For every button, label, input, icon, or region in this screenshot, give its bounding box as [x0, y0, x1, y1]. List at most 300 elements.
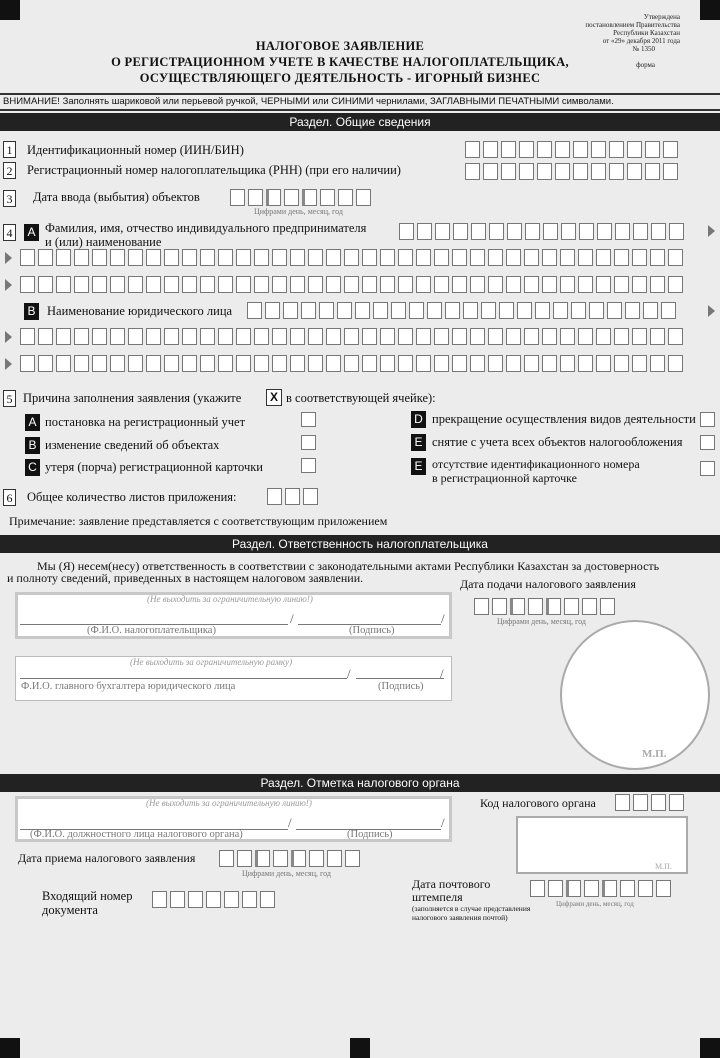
char-cell[interactable]	[254, 328, 269, 345]
char-cell[interactable]	[546, 598, 561, 615]
char-cell[interactable]	[20, 355, 35, 372]
char-cell[interactable]	[542, 249, 557, 266]
date-hint: Цифрами день, месяц, год	[254, 207, 343, 216]
char-cell[interactable]	[92, 328, 107, 345]
char-cell[interactable]	[488, 355, 503, 372]
char-cell[interactable]	[668, 328, 683, 345]
separator-slash: /	[347, 666, 351, 681]
char-cell[interactable]	[164, 276, 179, 293]
char-cell[interactable]	[74, 328, 89, 345]
char-cell[interactable]	[248, 189, 263, 206]
char-cell[interactable]	[452, 249, 467, 266]
char-cell[interactable]	[128, 249, 143, 266]
char-cell[interactable]	[326, 249, 341, 266]
char-cell[interactable]	[242, 891, 257, 908]
corner-mark	[0, 1038, 20, 1058]
char-cell[interactable]	[337, 302, 352, 319]
char-cell[interactable]	[380, 249, 395, 266]
char-cell[interactable]	[391, 302, 406, 319]
char-cell[interactable]	[470, 355, 485, 372]
char-cell[interactable]	[591, 141, 606, 158]
char-cell[interactable]	[266, 189, 281, 206]
char-cell[interactable]	[218, 276, 233, 293]
char-cell[interactable]	[524, 328, 539, 345]
char-cell[interactable]	[452, 276, 467, 293]
char-cell[interactable]	[206, 891, 221, 908]
char-cell[interactable]	[668, 276, 683, 293]
char-cell[interactable]	[398, 355, 413, 372]
char-cell[interactable]	[506, 355, 521, 372]
char-cell[interactable]	[188, 891, 203, 908]
char-cell[interactable]	[530, 880, 545, 897]
char-cell[interactable]	[110, 249, 125, 266]
section-responsibility-header: Раздел. Ответственность налогоплательщика	[0, 535, 720, 553]
char-cell[interactable]	[146, 276, 161, 293]
postal-date-input[interactable]	[530, 880, 671, 897]
char-cell[interactable]	[488, 328, 503, 345]
char-cell[interactable]	[56, 249, 71, 266]
char-cell[interactable]	[632, 276, 647, 293]
char-cell[interactable]	[320, 189, 335, 206]
char-cell[interactable]	[614, 249, 629, 266]
char-cell[interactable]	[38, 276, 53, 293]
reason-label: прекращение осуществления видов деятельности	[432, 412, 696, 426]
char-cell[interactable]	[427, 302, 442, 319]
char-cell[interactable]	[267, 488, 282, 505]
reason-label: постановка на регистрационный учет	[45, 415, 246, 429]
char-cell[interactable]	[128, 355, 143, 372]
char-cell[interactable]	[560, 276, 575, 293]
char-cell[interactable]	[182, 276, 197, 293]
char-cell[interactable]	[596, 249, 611, 266]
char-cell[interactable]	[519, 163, 534, 180]
char-cell[interactable]	[434, 355, 449, 372]
char-cell[interactable]	[645, 141, 660, 158]
submit-date-input[interactable]	[474, 598, 615, 615]
char-cell[interactable]	[237, 850, 252, 867]
char-cell[interactable]	[661, 302, 676, 319]
char-cell[interactable]	[651, 794, 666, 811]
char-cell[interactable]	[584, 880, 599, 897]
char-cell[interactable]	[326, 355, 341, 372]
char-cell[interactable]	[501, 141, 516, 158]
char-cell[interactable]	[200, 249, 215, 266]
char-cell[interactable]	[362, 355, 377, 372]
char-cell[interactable]	[643, 302, 658, 319]
char-cell[interactable]	[200, 276, 215, 293]
char-cell[interactable]	[663, 163, 678, 180]
char-cell[interactable]	[290, 355, 305, 372]
char-cell[interactable]	[74, 276, 89, 293]
char-cell[interactable]	[488, 276, 503, 293]
char-cell[interactable]	[92, 249, 107, 266]
char-cell[interactable]	[362, 249, 377, 266]
char-cell[interactable]	[519, 141, 534, 158]
char-cell[interactable]	[272, 276, 287, 293]
char-cell[interactable]	[260, 891, 275, 908]
char-cell[interactable]	[409, 302, 424, 319]
char-cell[interactable]	[338, 189, 353, 206]
char-cell[interactable]	[488, 249, 503, 266]
char-cell[interactable]	[200, 328, 215, 345]
char-cell[interactable]	[254, 276, 269, 293]
char-cell[interactable]	[669, 794, 684, 811]
char-cell[interactable]	[110, 328, 125, 345]
char-cell[interactable]	[633, 223, 648, 240]
char-cell[interactable]	[614, 328, 629, 345]
char-cell[interactable]	[633, 794, 648, 811]
char-cell[interactable]	[110, 355, 125, 372]
char-cell[interactable]	[265, 302, 280, 319]
char-cell[interactable]	[553, 302, 568, 319]
char-cell[interactable]	[416, 328, 431, 345]
tax-authority-code-input[interactable]	[615, 794, 684, 811]
char-cell[interactable]	[362, 276, 377, 293]
char-cell[interactable]	[537, 141, 552, 158]
char-cell[interactable]	[656, 880, 671, 897]
char-cell[interactable]	[645, 163, 660, 180]
char-cell[interactable]	[398, 249, 413, 266]
char-cell[interactable]	[146, 328, 161, 345]
char-cell[interactable]	[452, 355, 467, 372]
char-cell[interactable]	[218, 328, 233, 345]
char-cell[interactable]	[283, 302, 298, 319]
section-tax-authority-header: Раздел. Отметка налогового органа	[0, 774, 720, 792]
legal-name-input-2[interactable]	[20, 328, 683, 345]
char-cell[interactable]	[272, 328, 287, 345]
char-cell[interactable]	[615, 223, 630, 240]
char-cell[interactable]	[362, 328, 377, 345]
char-cell[interactable]	[627, 163, 642, 180]
char-cell[interactable]	[548, 880, 563, 897]
char-cell[interactable]	[517, 302, 532, 319]
char-cell[interactable]	[483, 163, 498, 180]
char-cell[interactable]	[609, 163, 624, 180]
char-cell[interactable]	[380, 276, 395, 293]
char-cell[interactable]	[291, 850, 306, 867]
char-cell[interactable]	[632, 328, 647, 345]
char-cell[interactable]	[254, 249, 269, 266]
char-cell[interactable]	[524, 249, 539, 266]
char-cell[interactable]	[471, 223, 486, 240]
date-input[interactable]	[230, 189, 371, 206]
char-cell[interactable]	[224, 891, 239, 908]
char-cell[interactable]	[319, 302, 334, 319]
char-cell[interactable]	[596, 355, 611, 372]
char-cell[interactable]	[555, 163, 570, 180]
char-cell[interactable]	[573, 141, 588, 158]
char-cell[interactable]	[506, 276, 521, 293]
char-cell[interactable]	[219, 850, 234, 867]
char-cell[interactable]	[416, 249, 431, 266]
char-cell[interactable]	[92, 355, 107, 372]
incoming-number-input[interactable]	[152, 891, 275, 908]
char-cell[interactable]	[236, 276, 251, 293]
char-cell[interactable]	[566, 880, 581, 897]
char-cell[interactable]	[525, 223, 540, 240]
char-cell[interactable]	[146, 249, 161, 266]
char-cell[interactable]	[669, 223, 684, 240]
char-cell[interactable]	[615, 794, 630, 811]
individual-name-input-2[interactable]	[20, 249, 683, 266]
char-cell[interactable]	[308, 276, 323, 293]
char-cell[interactable]	[596, 276, 611, 293]
char-cell[interactable]	[452, 328, 467, 345]
char-cell[interactable]	[345, 850, 360, 867]
char-cell[interactable]	[355, 302, 370, 319]
char-cell[interactable]	[507, 223, 522, 240]
char-cell[interactable]	[510, 598, 525, 615]
char-cell[interactable]	[327, 850, 342, 867]
char-cell[interactable]	[600, 598, 615, 615]
char-cell[interactable]	[416, 276, 431, 293]
char-cell[interactable]	[182, 249, 197, 266]
char-cell[interactable]	[380, 328, 395, 345]
char-cell[interactable]	[326, 328, 341, 345]
individual-name-input-1[interactable]	[399, 223, 684, 240]
char-cell[interactable]	[564, 598, 579, 615]
char-cell[interactable]	[152, 891, 167, 908]
char-cell[interactable]	[146, 355, 161, 372]
char-cell[interactable]	[555, 141, 570, 158]
char-cell[interactable]	[489, 223, 504, 240]
char-cell[interactable]	[170, 891, 185, 908]
receipt-date-input[interactable]	[219, 850, 360, 867]
char-cell[interactable]	[607, 302, 622, 319]
char-cell[interactable]	[285, 488, 300, 505]
char-cell[interactable]	[609, 141, 624, 158]
char-cell[interactable]	[272, 355, 287, 372]
reason-e-checkbox[interactable]	[700, 435, 715, 450]
char-cell[interactable]	[638, 880, 653, 897]
char-cell[interactable]	[128, 276, 143, 293]
char-cell[interactable]	[290, 276, 305, 293]
char-cell[interactable]	[650, 328, 665, 345]
char-cell[interactable]	[465, 141, 480, 158]
char-cell[interactable]	[302, 189, 317, 206]
char-cell[interactable]	[284, 189, 299, 206]
char-cell[interactable]	[344, 249, 359, 266]
char-cell[interactable]	[236, 355, 251, 372]
char-cell[interactable]	[602, 880, 617, 897]
char-cell[interactable]	[373, 302, 388, 319]
char-cell[interactable]	[56, 276, 71, 293]
char-cell[interactable]	[571, 302, 586, 319]
reason-c-checkbox[interactable]	[301, 458, 316, 473]
char-cell[interactable]	[506, 249, 521, 266]
char-cell[interactable]	[344, 355, 359, 372]
char-cell[interactable]	[578, 249, 593, 266]
char-cell[interactable]	[56, 328, 71, 345]
char-cell[interactable]	[344, 276, 359, 293]
char-cell[interactable]	[344, 328, 359, 345]
reason-b-checkbox[interactable]	[301, 435, 316, 450]
char-cell[interactable]	[247, 302, 262, 319]
char-cell[interactable]	[164, 355, 179, 372]
char-cell[interactable]	[92, 276, 107, 293]
char-cell[interactable]	[650, 276, 665, 293]
name-line	[20, 678, 347, 679]
char-cell[interactable]	[481, 302, 496, 319]
char-cell[interactable]	[650, 249, 665, 266]
char-cell[interactable]	[356, 189, 371, 206]
char-cell[interactable]	[578, 328, 593, 345]
sheets-count-input[interactable]	[267, 488, 318, 505]
char-cell[interactable]	[578, 276, 593, 293]
title-line: НАЛОГОВОЕ ЗАЯВЛЕНИЕ	[255, 39, 425, 53]
char-cell[interactable]	[254, 355, 269, 372]
char-cell[interactable]	[614, 276, 629, 293]
char-cell[interactable]	[218, 249, 233, 266]
char-cell[interactable]	[290, 249, 305, 266]
char-cell[interactable]	[573, 163, 588, 180]
char-cell[interactable]	[38, 249, 53, 266]
char-cell[interactable]	[255, 850, 270, 867]
char-cell[interactable]	[273, 850, 288, 867]
char-cell[interactable]	[20, 249, 35, 266]
field-label-rnn: Регистрационный номер налогоплательщика (РНН) (при его наличии)	[27, 163, 401, 177]
char-cell[interactable]	[560, 355, 575, 372]
char-cell[interactable]	[38, 355, 53, 372]
iin-input[interactable]	[465, 141, 678, 158]
char-cell[interactable]	[627, 141, 642, 158]
char-cell[interactable]	[597, 223, 612, 240]
rnn-input[interactable]	[465, 163, 678, 180]
char-cell[interactable]	[398, 276, 413, 293]
char-cell[interactable]	[501, 163, 516, 180]
char-cell[interactable]	[582, 598, 597, 615]
char-cell[interactable]	[537, 163, 552, 180]
char-cell[interactable]	[308, 355, 323, 372]
char-cell[interactable]	[483, 141, 498, 158]
legal-name-input-3[interactable]	[20, 355, 683, 372]
individual-name-input-3[interactable]	[20, 276, 683, 293]
char-cell[interactable]	[435, 223, 450, 240]
char-cell[interactable]	[182, 355, 197, 372]
char-cell[interactable]	[578, 355, 593, 372]
char-cell[interactable]	[20, 276, 35, 293]
char-cell[interactable]	[560, 328, 575, 345]
char-cell[interactable]	[524, 355, 539, 372]
char-cell[interactable]	[272, 249, 287, 266]
char-cell[interactable]	[668, 249, 683, 266]
char-cell[interactable]	[398, 328, 413, 345]
char-cell[interactable]	[561, 223, 576, 240]
char-cell[interactable]	[453, 223, 468, 240]
char-cell[interactable]	[434, 249, 449, 266]
field-label-reason: Причина заполнения заявления (укажите	[23, 391, 242, 405]
char-cell[interactable]	[650, 355, 665, 372]
responsibility-statement-1: Мы (Я) несем(несу) ответственность в соответствии с законодательными актами Республики Казахстан за достоверность	[37, 559, 660, 573]
stamp-label: М.П.	[642, 748, 667, 760]
receipt-date-label: Дата приема налогового заявления	[18, 851, 196, 865]
reason-e2-checkbox[interactable]	[700, 461, 715, 476]
char-cell[interactable]	[290, 328, 305, 345]
char-cell[interactable]	[542, 328, 557, 345]
char-cell[interactable]	[524, 276, 539, 293]
char-cell[interactable]	[434, 328, 449, 345]
char-cell[interactable]	[651, 223, 666, 240]
char-cell[interactable]	[110, 276, 125, 293]
char-cell[interactable]	[38, 328, 53, 345]
char-cell[interactable]	[417, 223, 432, 240]
reason-label: изменение сведений об объектах	[45, 438, 220, 452]
section-general-header: Раздел. Общие сведения	[0, 113, 720, 131]
char-cell[interactable]	[589, 302, 604, 319]
submit-date-hint: Цифрами день, месяц, год	[497, 617, 586, 626]
char-cell[interactable]	[470, 328, 485, 345]
char-cell[interactable]	[399, 223, 414, 240]
char-cell[interactable]	[301, 302, 316, 319]
char-cell[interactable]	[632, 355, 647, 372]
char-cell[interactable]	[506, 328, 521, 345]
reason-d-checkbox[interactable]	[700, 412, 715, 427]
char-cell[interactable]	[74, 249, 89, 266]
char-cell[interactable]	[470, 276, 485, 293]
char-cell[interactable]	[164, 249, 179, 266]
char-cell[interactable]	[542, 276, 557, 293]
char-cell[interactable]	[614, 355, 629, 372]
char-cell[interactable]	[445, 302, 460, 319]
postal-note-line: налогового заявления почтой)	[412, 913, 508, 922]
char-cell[interactable]	[499, 302, 514, 319]
char-cell[interactable]	[164, 328, 179, 345]
char-cell[interactable]	[625, 302, 640, 319]
char-cell[interactable]	[668, 355, 683, 372]
char-cell[interactable]	[74, 355, 89, 372]
char-cell[interactable]	[20, 328, 35, 345]
signature-caption: (Подпись)	[378, 681, 424, 692]
char-cell[interactable]	[380, 355, 395, 372]
char-cell[interactable]	[434, 276, 449, 293]
field-label-iin: Идентификационный номер (ИИН/БИН)	[27, 143, 244, 157]
reason-a-checkbox[interactable]	[301, 412, 316, 427]
char-cell[interactable]	[463, 302, 478, 319]
char-cell[interactable]	[663, 141, 678, 158]
char-cell[interactable]	[303, 488, 318, 505]
char-cell[interactable]	[200, 355, 215, 372]
char-cell[interactable]	[620, 880, 635, 897]
char-cell[interactable]	[56, 355, 71, 372]
char-cell[interactable]	[308, 249, 323, 266]
char-cell[interactable]	[543, 223, 558, 240]
legal-name-input-1[interactable]	[247, 302, 676, 319]
char-cell[interactable]	[470, 249, 485, 266]
char-cell[interactable]	[474, 598, 489, 615]
char-cell[interactable]	[591, 163, 606, 180]
char-cell[interactable]	[236, 249, 251, 266]
char-cell[interactable]	[632, 249, 647, 266]
char-cell[interactable]	[416, 355, 431, 372]
char-cell[interactable]	[579, 223, 594, 240]
char-cell[interactable]	[230, 189, 245, 206]
char-cell[interactable]	[596, 328, 611, 345]
char-cell[interactable]	[492, 598, 507, 615]
char-cell[interactable]	[128, 328, 143, 345]
char-cell[interactable]	[535, 302, 550, 319]
char-cell[interactable]	[542, 355, 557, 372]
char-cell[interactable]	[465, 163, 480, 180]
char-cell[interactable]	[308, 328, 323, 345]
char-cell[interactable]	[182, 328, 197, 345]
char-cell[interactable]	[236, 328, 251, 345]
char-cell[interactable]	[218, 355, 233, 372]
char-cell[interactable]	[560, 249, 575, 266]
char-cell[interactable]	[326, 276, 341, 293]
char-cell[interactable]	[528, 598, 543, 615]
char-cell[interactable]	[309, 850, 324, 867]
corner-mark	[700, 1038, 720, 1058]
